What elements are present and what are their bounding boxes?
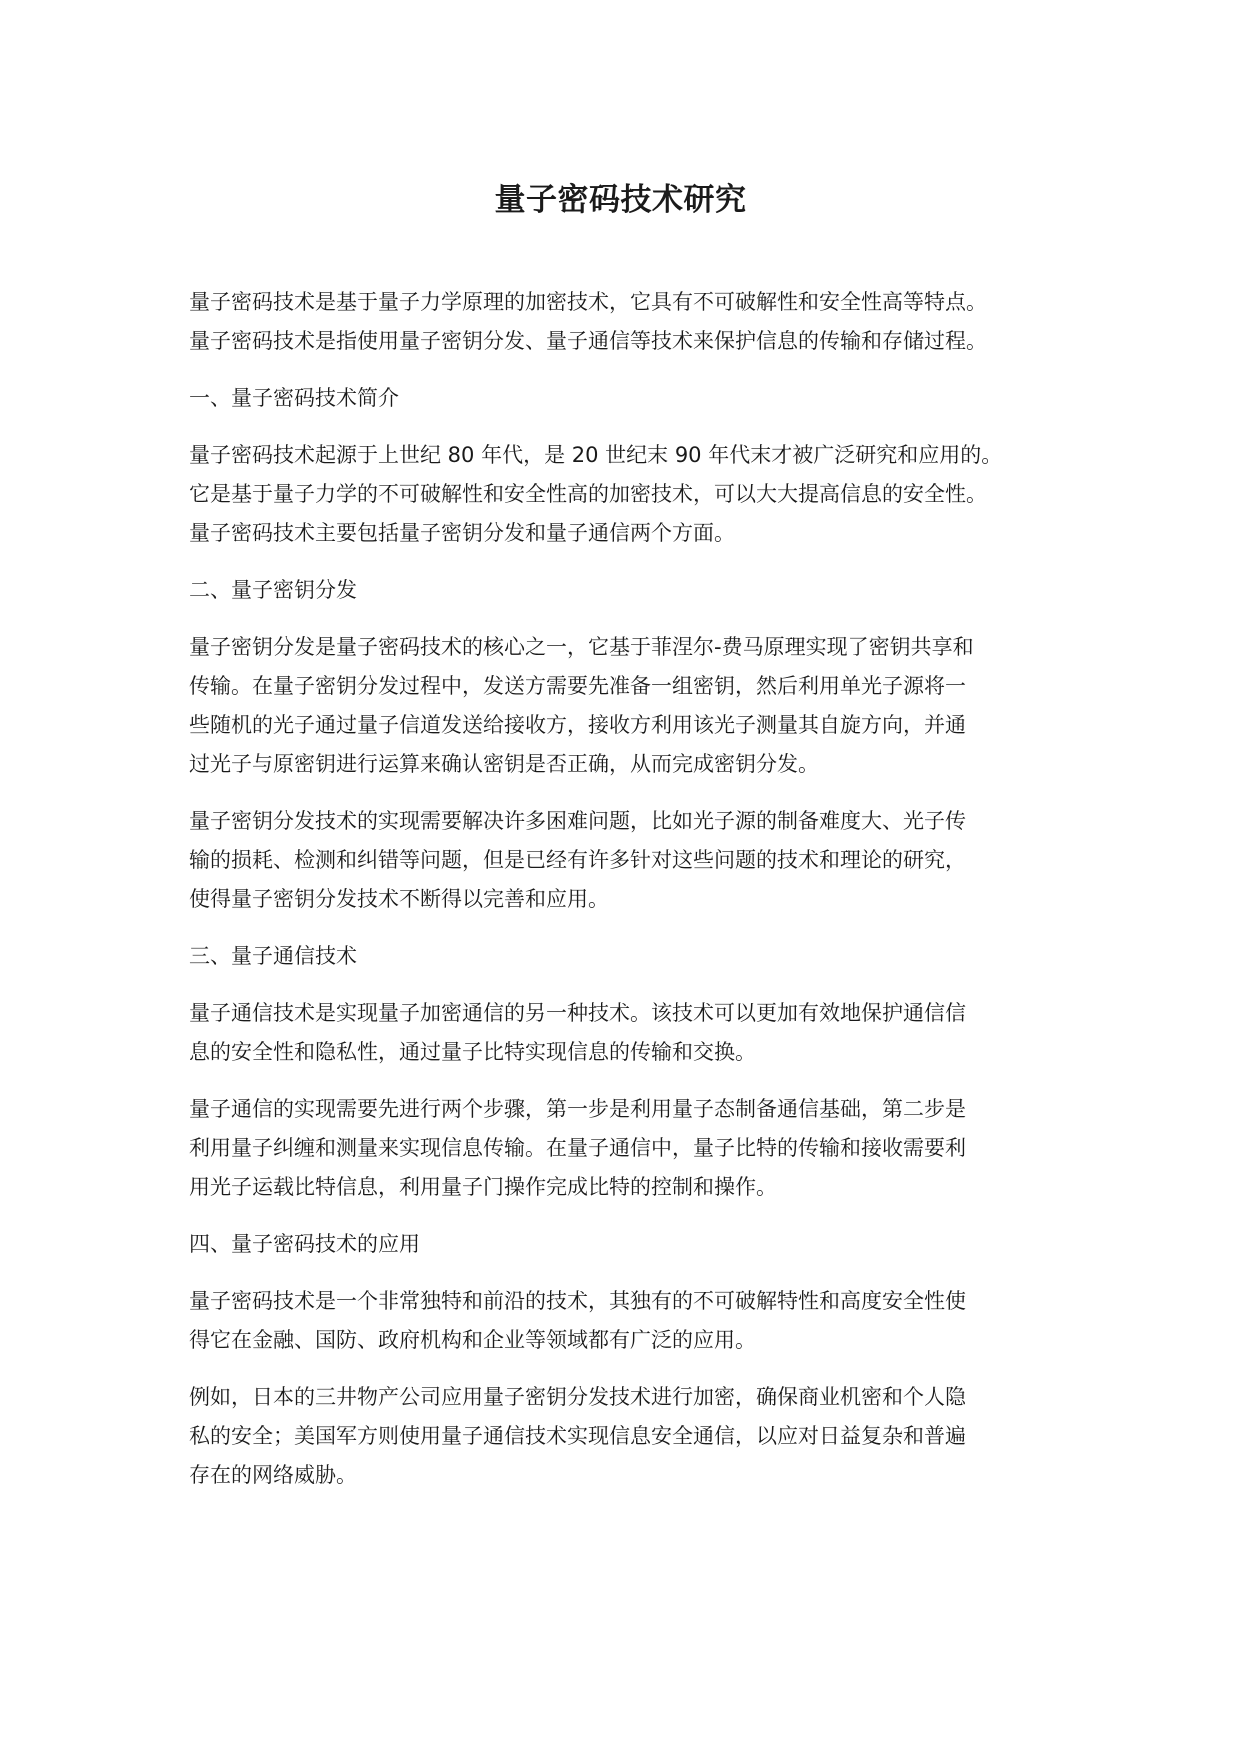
paragraph bbox=[189, 994, 1079, 1072]
paragraph-line: 利用量子纠缠和测量来实现信息传输。在量子通信中，量子比特的传输和接收需要利 bbox=[189, 1136, 966, 1160]
paragraph-line: 息的安全性和隐私性，通过量子比特实现信息的传输和交换。 bbox=[189, 1040, 756, 1064]
paragraph bbox=[189, 436, 1079, 553]
paragraph bbox=[189, 1090, 1079, 1207]
paragraph-line: 传输。在量子密钥分发过程中，发送方需要先准备一组密钥，然后利用单光子源将一 bbox=[189, 674, 966, 698]
paragraph-line: 使得量子密钥分发技术不断得以完善和应用。 bbox=[189, 887, 609, 911]
paragraph-line: 输的损耗、检测和纠错等问题，但是已经有许多针对这些问题的技术和理论的研究， bbox=[189, 848, 966, 872]
paragraph-line: 量子密码技术起源于上世纪 80 年代，是 20 世纪末 90 年代末才被广泛研究和应用的。 bbox=[189, 443, 1003, 467]
paragraph-line: 存在的网络威胁。 bbox=[189, 1463, 357, 1487]
paragraph-line: 得它在金融、国防、政府机构和企业等领域都有广泛的应用。 bbox=[189, 1328, 756, 1352]
paragraph bbox=[189, 283, 1079, 361]
document-body bbox=[189, 283, 1079, 1513]
paragraph-line: 量子密码技术是基于量子力学原理的加密技术，它具有不可破解性和安全性高等特点。 bbox=[189, 290, 987, 314]
paragraph bbox=[189, 1282, 1079, 1360]
section-heading: 四、量子密码技术的应用 bbox=[189, 1232, 420, 1256]
paragraph-line: 量子密码技术主要包括量子密钥分发和量子通信两个方面。 bbox=[189, 521, 735, 545]
paragraph bbox=[189, 1378, 1079, 1495]
paragraph bbox=[189, 628, 1079, 784]
paragraph-line: 量子通信技术是实现量子加密通信的另一种技术。该技术可以更加有效地保护通信信 bbox=[189, 1001, 966, 1025]
paragraph-line: 用光子运载比特信息，利用量子门操作完成比特的控制和操作。 bbox=[189, 1175, 777, 1199]
section-heading: 二、量子密钥分发 bbox=[189, 578, 357, 602]
paragraph-line: 量子密码技术是指使用量子密钥分发、量子通信等技术来保护信息的传输和存储过程。 bbox=[189, 329, 987, 353]
paragraph bbox=[189, 802, 1079, 919]
paragraph-line: 私的安全；美国军方则使用量子通信技术实现信息安全通信，以应对日益复杂和普遍 bbox=[189, 1424, 966, 1448]
section-heading: 三、量子通信技术 bbox=[189, 944, 357, 968]
paragraph-line: 例如，日本的三井物产公司应用量子密钥分发技术进行加密，确保商业机密和个人隐 bbox=[189, 1385, 966, 1409]
paragraph-line: 过光子与原密钥进行运算来确认密钥是否正确，从而完成密钥分发。 bbox=[189, 752, 819, 776]
paragraph-line: 量子密钥分发是量子密码技术的核心之一，它基于菲涅尔-费马原理实现了密钥共享和 bbox=[189, 635, 974, 659]
document-title: 量子密码技术研究 bbox=[494, 182, 747, 218]
paragraph-line: 量子密码技术是一个非常独特和前沿的技术，其独有的不可破解特性和高度安全性使 bbox=[189, 1289, 966, 1313]
paragraph-line: 它是基于量子力学的不可破解性和安全性高的加密技术，可以大大提高信息的安全性。 bbox=[189, 482, 987, 506]
paragraph-line: 量子密钥分发技术的实现需要解决许多困难问题，比如光子源的制备难度大、光子传 bbox=[189, 809, 966, 833]
section-heading: 一、量子密码技术简介 bbox=[189, 386, 399, 410]
paragraph-line: 量子通信的实现需要先进行两个步骤，第一步是利用量子态制备通信基础，第二步是 bbox=[189, 1097, 966, 1121]
paragraph-line: 些随机的光子通过量子信道发送给接收方，接收方利用该光子测量其自旋方向，并通 bbox=[189, 713, 966, 737]
